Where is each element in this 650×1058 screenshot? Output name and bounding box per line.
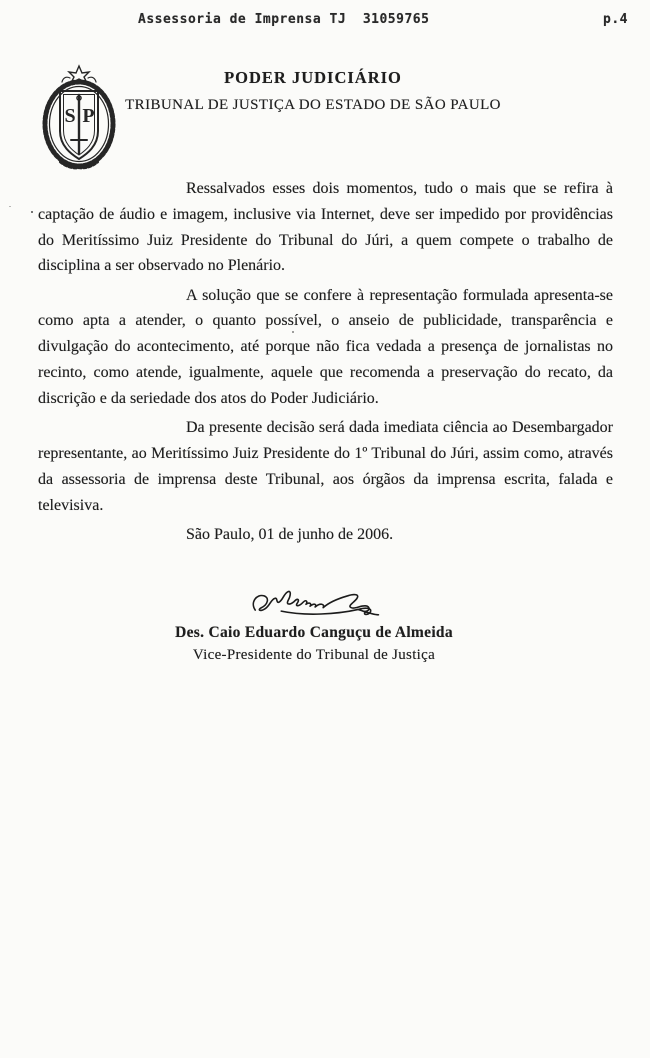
paragraph-2: A solução que se confere à representação formulada apresenta-se como apta a atender, o quanto possível, o anseio de publicidade, transparência e divulgação do acontecimento, até porque não fica vedada a presença de jornalistas no recinto, como atende, igualmente, aquele que recomenda a preservação do recato, da discrição e da seriedade dos atos do Poder Judiciário. [38,286,613,407]
document-body [38,176,613,551]
handwritten-signature [244,582,383,625]
org-subtitle: TRIBUNAL DE JUSTIÇA DO ESTADO DE SÃO PAULO [125,97,501,113]
paragraph-1: Ressalvados esses dois momentos, tudo o mais que se refira à captação de áudio e imagem, inclusive via Internet, deve ser impedido por providências do Meritíssimo Juiz Presidente do Tribunal do Júri, a quem compete o trabalho de disciplina a ser observado no Plenário. [38,180,613,275]
signature-block [0,584,628,664]
signatory-name: Des. Caio Eduardo Canguçu de Almeida [175,624,453,641]
fax-header [0,12,650,32]
dateline: São Paulo, 01 de junho de 2006. [186,525,394,543]
scan-speck [292,331,294,333]
logo-letter-p: P [82,105,95,127]
scan-speck [31,211,33,213]
logo-letter-s: S [64,105,76,127]
fax-page-number: p.4 [603,12,628,27]
letterhead [0,68,626,114]
fax-header-text: Assessoria de Imprensa TJ 31059765 [138,12,430,27]
scan-speck [9,206,11,207]
paragraph-3: Da presente decisão será dada imediata ciência ao Desembargador representante, ao Meritíssimo Juiz Presidente do 1º Tribunal do Júri, assim como, através da assessoria de imprensa deste Tribunal, aos órgãos da imprensa escrita, falada e televisiva. [38,419,613,514]
signatory-role: Vice-Presidente do Tribunal de Justiça [192,647,436,663]
org-title: PODER JUDICIÁRIO [224,68,402,87]
